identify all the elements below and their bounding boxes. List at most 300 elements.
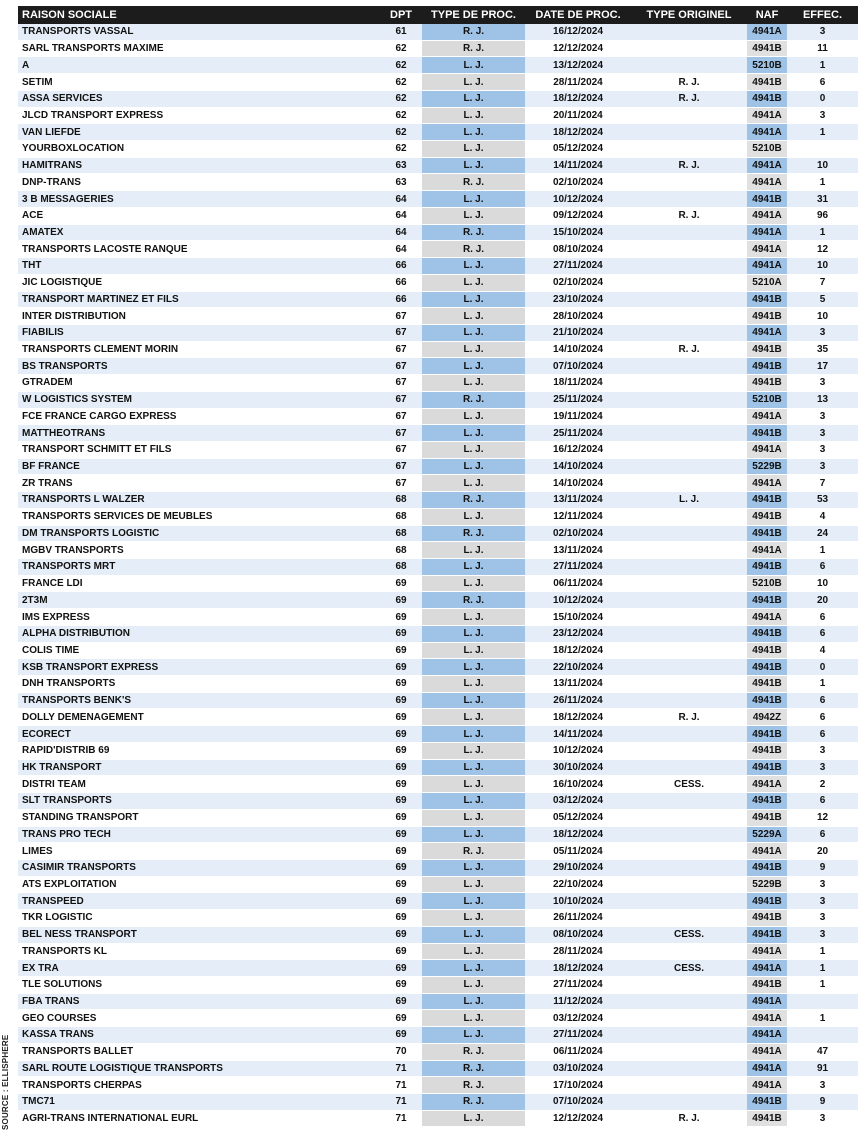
cell-date-proc: 03/10/2024 (552, 1062, 604, 1074)
cell-type-originel (631, 1010, 747, 1026)
cell-dpt: 71 (395, 1113, 407, 1125)
cell-date-proc: 26/11/2024 (553, 912, 603, 924)
cell-dpt: 64 (395, 243, 407, 255)
cell-dpt: 66 (395, 293, 407, 305)
cell-naf: 4941B (747, 659, 787, 675)
cell-naf: 5229B (747, 877, 787, 893)
cell-effec: 6 (819, 76, 826, 88)
cell-dpt: 71 (395, 1096, 407, 1108)
cell-raison-sociale: MGBV TRANSPORTS (22, 544, 124, 556)
cell-raison-sociale: SARL TRANSPORTS MAXIME (22, 43, 164, 55)
cell-type-proc: L. J. (422, 1010, 525, 1026)
cell-type-originel (631, 944, 747, 960)
cell-raison-sociale: W LOGISTICS SYSTEM (22, 394, 133, 406)
table-row (18, 392, 858, 409)
cell-naf: 4941A (747, 442, 787, 458)
table-row (18, 559, 858, 576)
cell-date-proc: 26/11/2024 (553, 695, 603, 707)
cell-dpt: 69 (395, 979, 407, 991)
cell-naf: 4941B (747, 910, 787, 926)
cell-date-proc: 25/11/2024 (553, 427, 603, 439)
cell-effec: 6 (819, 611, 826, 623)
cell-type-originel: R. J. (678, 711, 700, 723)
cell-type-originel (631, 693, 747, 709)
cell-effec: 9 (819, 862, 826, 874)
cell-type-proc: L. J. (422, 442, 525, 458)
cell-effec: 11 (817, 43, 828, 55)
cell-date-proc: 18/12/2024 (552, 93, 604, 105)
cell-type-originel (631, 659, 747, 675)
cell-raison-sociale: DNH TRANSPORTS (22, 678, 116, 690)
cell-date-proc: 03/12/2024 (552, 1012, 604, 1024)
cell-effec: 6 (819, 728, 826, 740)
table-row (18, 24, 858, 41)
cell-effec: 1 (819, 226, 826, 238)
cell-effec: 0 (819, 93, 826, 105)
cell-type-originel: R. J. (678, 344, 700, 356)
cell-dpt: 61 (395, 26, 407, 38)
cell-naf: 4941A (747, 1027, 787, 1043)
cell-dpt: 69 (395, 678, 407, 690)
cell-raison-sociale: TRANSPORTS L WALZER (22, 494, 145, 506)
table-row (18, 793, 858, 810)
cell-raison-sociale: ECORECT (22, 728, 71, 740)
cell-effec: 5 (819, 293, 826, 305)
cell-dpt: 69 (395, 929, 407, 941)
cell-dpt: 66 (395, 260, 407, 272)
cell-type-proc: L. J. (422, 325, 525, 341)
table-row (18, 659, 858, 676)
cell-raison-sociale: LIMES (22, 845, 53, 857)
table-row (18, 743, 858, 760)
cell-naf: 4941B (747, 375, 787, 391)
cell-type-proc: L. J. (422, 342, 525, 358)
cell-naf: 4941A (747, 1077, 787, 1093)
cell-naf: 5229B (747, 459, 787, 475)
cell-effec: 3 (819, 745, 826, 757)
cell-type-proc: L. J. (422, 158, 525, 174)
cell-raison-sociale: 3 B MESSAGERIES (22, 193, 114, 205)
cell-type-proc: L. J. (422, 292, 525, 308)
cell-naf: 4941B (747, 526, 787, 542)
cell-naf: 4941A (747, 241, 787, 257)
cell-raison-sociale: TRANSPEED (22, 895, 84, 907)
cell-type-originel (631, 1094, 747, 1110)
table-row (18, 827, 858, 844)
cell-type-proc: L. J. (422, 542, 525, 558)
cell-type-originel (631, 559, 747, 575)
cell-naf: 4941B (747, 977, 787, 993)
table-row (18, 191, 858, 208)
cell-date-proc: 10/12/2024 (552, 193, 604, 205)
cell-raison-sociale: KSB TRANSPORT EXPRESS (22, 661, 159, 673)
cell-naf: 4941B (747, 358, 787, 374)
cell-date-proc: 18/12/2024 (552, 711, 604, 723)
cell-naf: 4942Z (747, 709, 787, 725)
table-row (18, 1044, 858, 1061)
cell-raison-sociale: CASIMIR TRANSPORTS (22, 862, 136, 874)
cell-dpt: 67 (395, 477, 407, 489)
cell-dpt: 69 (395, 895, 407, 907)
cell-date-proc: 02/10/2024 (552, 176, 604, 188)
cell-dpt: 69 (395, 945, 407, 957)
cell-raison-sociale: ASSA SERVICES (22, 93, 103, 105)
cell-type-originel (631, 275, 747, 291)
cell-dpt: 69 (395, 745, 407, 757)
table-row (18, 609, 858, 626)
cell-type-proc: R. J. (422, 1077, 525, 1093)
cell-raison-sociale: YOURBOXLOCATION (22, 143, 125, 155)
cell-effec: 3 (819, 895, 826, 907)
cell-type-proc: L. J. (422, 676, 525, 692)
cell-type-proc: L. J. (422, 425, 525, 441)
cell-type-originel (631, 509, 747, 525)
cell-effec: 3 (819, 377, 826, 389)
cell-naf: 4941B (747, 425, 787, 441)
header-raison-sociale: RAISON SOCIALE (22, 9, 117, 21)
table-row (18, 409, 858, 426)
cell-naf: 4941B (747, 509, 787, 525)
table-row (18, 643, 858, 660)
cell-type-originel (631, 1077, 747, 1093)
cell-raison-sociale: SETIM (22, 76, 53, 88)
cell-type-originel (631, 643, 747, 659)
header-type-proc: TYPE DE PROC. (431, 9, 516, 21)
cell-naf: 5229A (747, 827, 787, 843)
cell-type-originel (631, 442, 747, 458)
header-dpt: DPT (390, 9, 412, 21)
cell-raison-sociale: TRANSPORTS CLEMENT MORIN (22, 344, 179, 356)
cell-date-proc: 05/12/2024 (552, 812, 604, 824)
cell-type-proc: R. J. (422, 225, 525, 241)
table-row (18, 325, 858, 342)
cell-date-proc: 13/11/2024 (553, 494, 603, 506)
table-row (18, 225, 858, 242)
cell-effec: 6 (819, 795, 826, 807)
table-row (18, 676, 858, 693)
cell-effec: 9 (819, 1096, 826, 1108)
cell-raison-sociale: TRANSPORTS CHERPAS (22, 1079, 142, 1091)
table-row (18, 709, 858, 726)
cell-naf: 4941B (747, 693, 787, 709)
cell-type-originel (631, 843, 747, 859)
cell-raison-sociale: TLE SOLUTIONS (22, 979, 102, 991)
table-row (18, 41, 858, 58)
cell-type-originel (631, 592, 747, 608)
cell-type-originel (631, 977, 747, 993)
cell-effec: 3 (819, 109, 826, 121)
cell-effec: 12 (816, 812, 829, 824)
table-row (18, 810, 858, 827)
cell-type-proc: L. J. (422, 509, 525, 525)
cell-type-originel (631, 292, 747, 308)
cell-naf: 4941A (747, 124, 787, 140)
cell-effec: 17 (816, 360, 829, 372)
table-row (18, 241, 858, 258)
cell-dpt: 69 (395, 996, 407, 1008)
cell-naf: 4941B (747, 760, 787, 776)
cell-type-originel: CESS. (673, 929, 704, 941)
cell-dpt: 64 (395, 226, 407, 238)
cell-dpt: 68 (395, 511, 407, 523)
cell-date-proc: 28/11/2024 (553, 76, 603, 88)
cell-type-proc: L. J. (422, 57, 525, 73)
cell-dpt: 62 (395, 76, 407, 88)
cell-type-proc: R. J. (422, 592, 525, 608)
cell-raison-sociale: SARL ROUTE LOGISTIQUE TRANSPORTS (22, 1062, 223, 1074)
cell-effec: 7 (819, 477, 826, 489)
cell-naf: 4941A (747, 994, 787, 1010)
cell-raison-sociale: A (22, 59, 30, 71)
cell-date-proc: 28/11/2024 (553, 945, 603, 957)
cell-raison-sociale: FCE FRANCE CARGO EXPRESS (22, 410, 177, 422)
cell-dpt: 62 (395, 59, 407, 71)
table-row (18, 526, 858, 543)
cell-type-proc: R. J. (422, 843, 525, 859)
table-body (18, 24, 858, 1127)
cell-date-proc: 27/11/2024 (553, 1029, 603, 1041)
cell-effec (787, 141, 858, 157)
cell-date-proc: 02/10/2024 (552, 277, 604, 289)
cell-naf: 4941B (747, 1094, 787, 1110)
cell-effec: 0 (819, 661, 826, 673)
cell-raison-sociale: TRANSPORTS KL (22, 945, 107, 957)
cell-dpt: 68 (395, 527, 407, 539)
cell-naf: 5210B (747, 57, 787, 73)
cell-effec: 1 (819, 126, 826, 138)
cell-dpt: 62 (395, 126, 407, 138)
cell-type-originel (631, 459, 747, 475)
cell-effec: 24 (816, 527, 829, 539)
cell-raison-sociale: DNP-TRANS (22, 176, 81, 188)
cell-naf: 4941B (747, 676, 787, 692)
cell-type-proc: R. J. (422, 526, 525, 542)
cell-date-proc: 16/12/2024 (552, 444, 604, 456)
cell-raison-sociale: FBA TRANS (22, 996, 80, 1008)
cell-effec: 20 (816, 845, 829, 857)
cell-type-originel (631, 827, 747, 843)
cell-type-proc: R. J. (422, 41, 525, 57)
cell-type-proc: L. J. (422, 559, 525, 575)
cell-dpt: 69 (395, 711, 407, 723)
cell-dpt: 62 (395, 43, 407, 55)
cell-effec: 20 (816, 594, 829, 606)
cell-naf: 4941A (747, 108, 787, 124)
cell-naf: 4941A (747, 475, 787, 491)
cell-raison-sociale: TRANSPORTS VASSAL (22, 26, 134, 38)
table-row (18, 108, 858, 125)
cell-dpt: 64 (395, 193, 407, 205)
cell-naf: 4941A (747, 542, 787, 558)
table-row (18, 576, 858, 593)
cell-effec: 7 (819, 277, 826, 289)
cell-naf: 4941B (747, 927, 787, 943)
cell-date-proc: 11/12/2024 (553, 996, 603, 1008)
table-row (18, 425, 858, 442)
cell-type-originel (631, 810, 747, 826)
cell-dpt: 64 (395, 210, 407, 222)
cell-type-proc: L. J. (422, 944, 525, 960)
cell-type-originel (631, 41, 747, 57)
cell-date-proc: 02/10/2024 (552, 527, 604, 539)
cell-date-proc: 27/11/2024 (553, 561, 603, 573)
cell-date-proc: 27/11/2024 (553, 979, 603, 991)
cell-effec: 3 (819, 912, 826, 924)
cell-raison-sociale: HK TRANSPORT (22, 761, 102, 773)
table-row (18, 91, 858, 108)
cell-dpt: 67 (395, 377, 407, 389)
cell-raison-sociale: BF FRANCE (22, 461, 80, 473)
cell-naf: 5210B (747, 141, 787, 157)
cell-type-originel: R. J. (678, 93, 700, 105)
table-row (18, 927, 858, 944)
cell-date-proc: 23/12/2024 (552, 628, 604, 640)
table-row (18, 158, 858, 175)
cell-date-proc: 05/12/2024 (552, 143, 604, 155)
cell-naf: 4941B (747, 292, 787, 308)
cell-dpt: 69 (395, 578, 407, 590)
table-row (18, 1061, 858, 1078)
cell-type-originel (631, 609, 747, 625)
cell-raison-sociale: IMS EXPRESS (22, 611, 90, 623)
cell-naf: 5210B (747, 576, 787, 592)
cell-type-proc: L. J. (422, 91, 525, 107)
cell-naf: 4941B (747, 559, 787, 575)
cell-raison-sociale: EX TRA (22, 962, 59, 974)
table-row (18, 442, 858, 459)
cell-type-proc: L. J. (422, 743, 525, 759)
cell-raison-sociale: HAMITRANS (22, 160, 82, 172)
cell-type-originel (631, 626, 747, 642)
cell-effec: 6 (819, 628, 826, 640)
cell-naf: 4941B (747, 91, 787, 107)
cell-type-proc: L. J. (422, 459, 525, 475)
cell-date-proc: 03/12/2024 (552, 795, 604, 807)
cell-raison-sociale: RAPID'DISTRIB 69 (22, 745, 110, 757)
cell-dpt: 69 (395, 778, 407, 790)
cell-date-proc: 12/12/2024 (552, 43, 604, 55)
cell-date-proc: 16/10/2024 (552, 778, 604, 790)
cell-type-proc: L. J. (422, 1027, 525, 1043)
cell-type-proc: R. J. (422, 392, 525, 408)
cell-naf: 4941B (747, 726, 787, 742)
cell-raison-sociale: TRANSPORTS BALLET (22, 1046, 134, 1058)
table-row (18, 509, 858, 526)
cell-dpt: 67 (395, 461, 407, 473)
cell-type-originel (631, 877, 747, 893)
cell-dpt: 67 (395, 427, 407, 439)
cell-date-proc: 22/10/2024 (552, 661, 604, 673)
cell-raison-sociale: TKR LOGISTIC (22, 912, 93, 924)
cell-type-originel (631, 308, 747, 324)
cell-type-originel (631, 860, 747, 876)
table-row (18, 944, 858, 961)
cell-naf: 4941A (747, 409, 787, 425)
cell-type-originel (631, 1044, 747, 1060)
cell-type-proc: L. J. (422, 1111, 525, 1127)
cell-dpt: 68 (395, 561, 407, 573)
cell-effec: 1 (819, 59, 826, 71)
cell-effec: 2 (819, 778, 826, 790)
table-row (18, 910, 858, 927)
cell-type-originel (631, 124, 747, 140)
cell-date-proc: 07/10/2024 (552, 360, 604, 372)
cell-naf: 4941A (747, 24, 787, 40)
cell-date-proc: 14/10/2024 (552, 344, 604, 356)
cell-effec: 1 (819, 176, 826, 188)
cell-type-proc: L. J. (422, 810, 525, 826)
cell-type-originel (631, 409, 747, 425)
table-row (18, 1094, 858, 1111)
cell-type-proc: L. J. (422, 893, 525, 909)
cell-naf: 4941B (747, 810, 787, 826)
cell-naf: 4941B (747, 308, 787, 324)
table-row (18, 877, 858, 894)
table-row (18, 843, 858, 860)
cell-effec: 3 (819, 761, 826, 773)
cell-naf: 4941B (747, 492, 787, 508)
cell-type-originel (631, 743, 747, 759)
cell-date-proc: 14/10/2024 (552, 477, 604, 489)
cell-naf: 4941A (747, 325, 787, 341)
cell-dpt: 69 (395, 628, 407, 640)
cell-type-proc: R. J. (422, 174, 525, 190)
cell-type-proc: R. J. (422, 492, 525, 508)
cell-type-proc: L. J. (422, 643, 525, 659)
table-row (18, 375, 858, 392)
cell-type-originel (631, 141, 747, 157)
table-row (18, 475, 858, 492)
cell-effec: 3 (819, 929, 826, 941)
cell-effec: 1 (819, 544, 826, 556)
cell-naf: 4941A (747, 174, 787, 190)
cell-dpt: 67 (395, 360, 407, 372)
insolvency-table (18, 6, 858, 1127)
cell-raison-sociale: BEL NESS TRANSPORT (22, 929, 137, 941)
cell-raison-sociale: THT (22, 260, 42, 272)
cell-dpt: 63 (395, 176, 407, 188)
cell-type-proc: L. J. (422, 977, 525, 993)
cell-naf: 4941A (747, 208, 787, 224)
cell-effec: 1 (819, 1012, 826, 1024)
cell-date-proc: 14/11/2024 (553, 160, 603, 172)
cell-date-proc: 18/12/2024 (552, 962, 604, 974)
table-row (18, 308, 858, 325)
table-row (18, 626, 858, 643)
cell-date-proc: 18/11/2024 (553, 377, 603, 389)
table-row (18, 57, 858, 74)
cell-type-originel (631, 174, 747, 190)
cell-raison-sociale: ALPHA DISTRIBUTION (22, 628, 130, 640)
cell-effec (787, 994, 858, 1010)
table-row (18, 960, 858, 977)
cell-naf: 4941B (747, 743, 787, 759)
cell-date-proc: 10/12/2024 (552, 594, 604, 606)
cell-raison-sociale: ZR TRANS (22, 477, 73, 489)
cell-type-proc: L. J. (422, 74, 525, 90)
table-row (18, 860, 858, 877)
cell-type-proc: R. J. (422, 1044, 525, 1060)
header-date-proc: DATE DE PROC. (535, 9, 621, 21)
cell-dpt: 69 (395, 879, 407, 891)
table-row (18, 1027, 858, 1044)
cell-naf: 4941A (747, 843, 787, 859)
cell-dpt: 67 (395, 410, 407, 422)
cell-effec: 96 (816, 210, 829, 222)
cell-date-proc: 18/12/2024 (552, 644, 604, 656)
cell-naf: 4941B (747, 191, 787, 207)
cell-raison-sociale: TRANSPORT SCHMITT ET FILS (22, 444, 172, 456)
